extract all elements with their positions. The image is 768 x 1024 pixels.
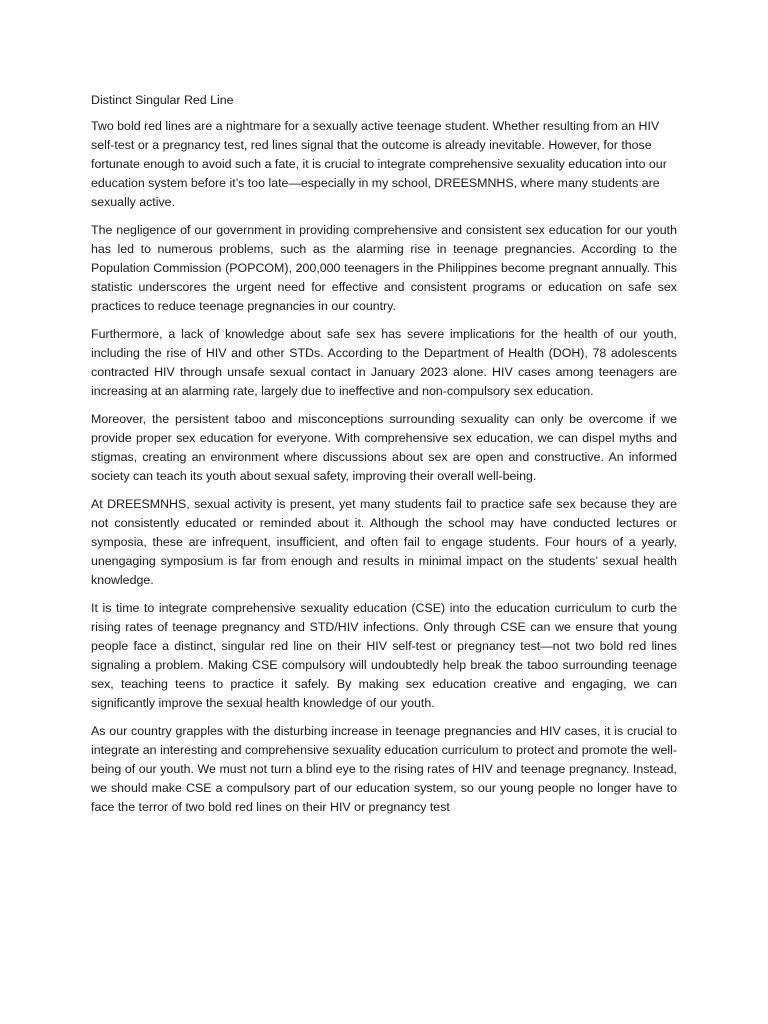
document-title: Distinct Singular Red Line — [91, 93, 234, 107]
paragraph-5: At DREESMNHS, sexual activity is present, yet many students fail to practice safe sex because they are not consistently educated or reminded about it. Although the school may have conducted lectures or symposia, these are infrequent, insufficient, and often fail to engage students. Four hours of a yearly, unengaging symposium is far from enough and results in minimal impact on the students’ sexual health knowledge. — [91, 497, 677, 587]
paragraph-7: As our country grapples with the disturbing increase in teenage pregnancies and HIV cases, it is crucial to integrate an interesting and comprehensive sexuality education curriculum to protect and promote the well-being of our youth. We must not turn a blind eye to the rising rates of HIV and teenage pregnancy. Instead, we should make CSE a compulsory part of our education system, so our young people no longer have to face the terror of two bold red lines on their HIV or pregnancy test — [91, 724, 677, 814]
paragraph-2: The negligence of our government in providing comprehensive and consistent sex education for our youth has led to numerous problems, such as the alarming rise in teenage pregnancies. According to the Population Commission (POPCOM), 200,000 teenagers in the Philippines become pregnant annually. This statistic underscores the urgent need for effective and consistent programs or education on safe sex practices to reduce teenage pregnancies in our country. — [91, 223, 677, 313]
paragraph-6: It is time to integrate comprehensive sexuality education (CSE) into the education curriculum to curb the rising rates of teenage pregnancy and STD/HIV infections. Only through CSE can we ensure that young people face a distinct, singular red line on their HIV self-test or pregnancy test—not two bold red lines signaling a problem. Making CSE compulsory will undoubtedly help break the taboo surrounding teenage sex, teaching teens to practice it safely. By making sex education creative and engaging, we can significantly improve the sexual health knowledge of our youth. — [91, 601, 677, 710]
paragraph-3: Furthermore, a lack of knowledge about safe sex has severe implications for the health of our youth, including the rise of HIV and other STDs. According to the Department of Health (DOH), 78 adolescents contracted HIV through unsafe sexual contact in January 2023 alone. HIV cases among teenagers are increasing at an alarming rate, largely due to ineffective and non-compulsory sex education. — [91, 327, 677, 398]
paragraph-1: Two bold red lines are a nightmare for a sexually active teenage student. Whether resulting from an HIV self-test or a pregnancy test, red lines signal that the outcome is already inevitable. However, for those fortunate enough to avoid such a fate, it is crucial to integrate comprehensive sexuality education into our education system before it’s too late—especially in my school, DREESMNHS, where many students are sexually active. — [91, 119, 667, 209]
paragraph-4: Moreover, the persistent taboo and misconceptions surrounding sexuality can only be overcome if we provide proper sex education for everyone. With comprehensive sex education, we can dispel myths and stigmas, creating an environment where discussions about sex are open and constructive. An informed society can teach its youth about sexual safety, improving their overall well-being. — [91, 412, 677, 483]
document-body — [91, 91, 677, 826]
